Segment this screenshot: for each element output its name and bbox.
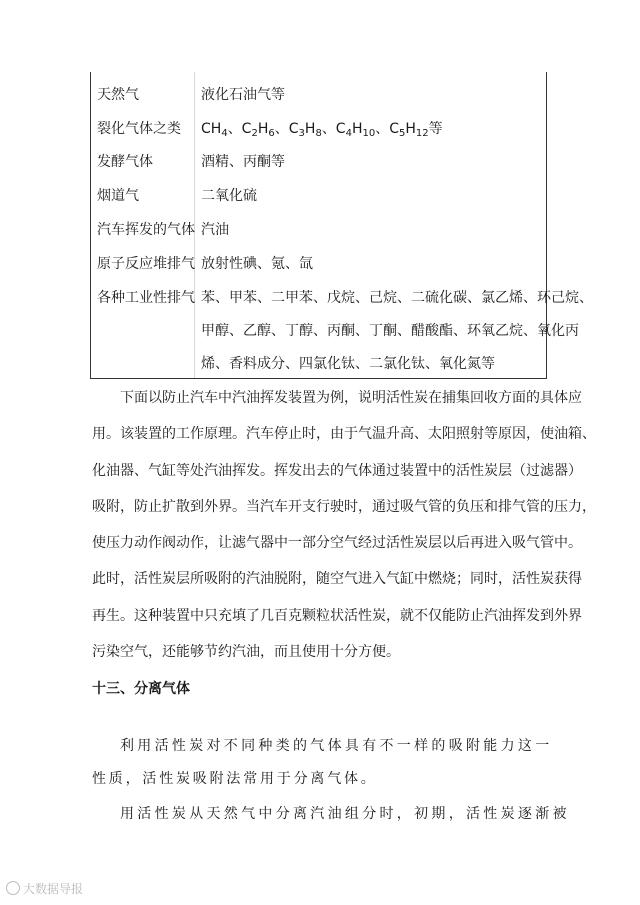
paragraph-line: 性质，活性炭吸附法常用于分离气体。 [92, 771, 378, 787]
watermark [6, 880, 83, 897]
table-row-label: 天然气 [97, 87, 139, 103]
table-row-label: 各种工业性排气 [97, 290, 195, 306]
watermark-logo-icon [6, 881, 20, 895]
paragraph-line: 化油器、气缸等处汽油挥发。挥发出去的气体通过装置中的活性炭层（过滤器） [92, 462, 582, 479]
table-row-value-line: 甲醇、乙醇、丁醇、丙酮、丁酮、醋酸酯、环氧乙烷、氧化丙 [201, 323, 579, 339]
paragraph-line: 下面以防止汽车中汽油挥发装置为例，说明活性炭在捕集回收方面的具体应 [120, 390, 582, 406]
table-row-label: 裂化气体之类 [97, 121, 181, 137]
table-row-value: 放射性碘、氪、氙 [201, 256, 313, 272]
paragraph-activated-carbon-recovery [92, 380, 596, 670]
table-row-value: 液化石油气等 [201, 87, 285, 103]
paragraph-line: 使压力动作阀动作，让滤气器中一部分空气经过活性炭层以后再进入吸气管中。 [92, 535, 582, 552]
table-row-value-line: 苯、甲苯、二甲苯、戊烷、己烷、二硫化碳、氯乙烯、环己烷、 [201, 290, 593, 306]
table-row-label: 发酵气体 [97, 154, 153, 170]
paragraph-line: 用。该装置的工作原理。汽车停止时，由于气温升高、太阳照射等原因，使油箱、 [92, 426, 596, 443]
paragraph-line: 用活性炭从天然气中分离汽油组分时，初期，活性炭逐渐被 [120, 806, 570, 822]
table-row-value: 二氧化硫 [201, 188, 257, 204]
table-row-value-line: 烯、香料成分、四氯化钛、二氯化钛、氧化氮等 [201, 356, 495, 372]
table-row-value: 酒精、丙酮等 [201, 154, 285, 170]
table-row-label: 汽车挥发的气体 [97, 222, 195, 238]
section-heading: 十三、分离气体 [92, 681, 190, 697]
paragraph-line: 污染空气，还能够节约汽油，而且使用十分方便。 [92, 644, 400, 661]
paragraph-line: 此时，活性炭层所吸附的汽油脱附，随空气进入气缸中燃烧；同时，活性炭获得 [92, 571, 582, 588]
paragraph-line: 利用活性炭对不同种类的气体具有不一样的吸附能力这一 [120, 738, 553, 754]
table-row-value-formula: $CH_4$、$C_2H_6$、$C_3H_8$、$C_4H_{10}$、$C_5H_{12}$等 [201, 121, 443, 139]
table-row-label: 烟道气 [97, 188, 139, 204]
table-row-value: 汽油 [201, 222, 229, 238]
gas-table [90, 72, 593, 379]
table-row-label: 原子反应堆排气 [97, 256, 195, 272]
paragraph-line: 吸附，防止扩散到外界。当汽车开支行驶时，通过吸气管的负压和排气管的压力， [92, 498, 596, 515]
paragraph-line: 再生。这种装置中只充填了几百克颗粒状活性炭，就不仅能防止汽油挥发到外界 [92, 607, 582, 624]
watermark-text: 大数据导报 [23, 882, 84, 896]
